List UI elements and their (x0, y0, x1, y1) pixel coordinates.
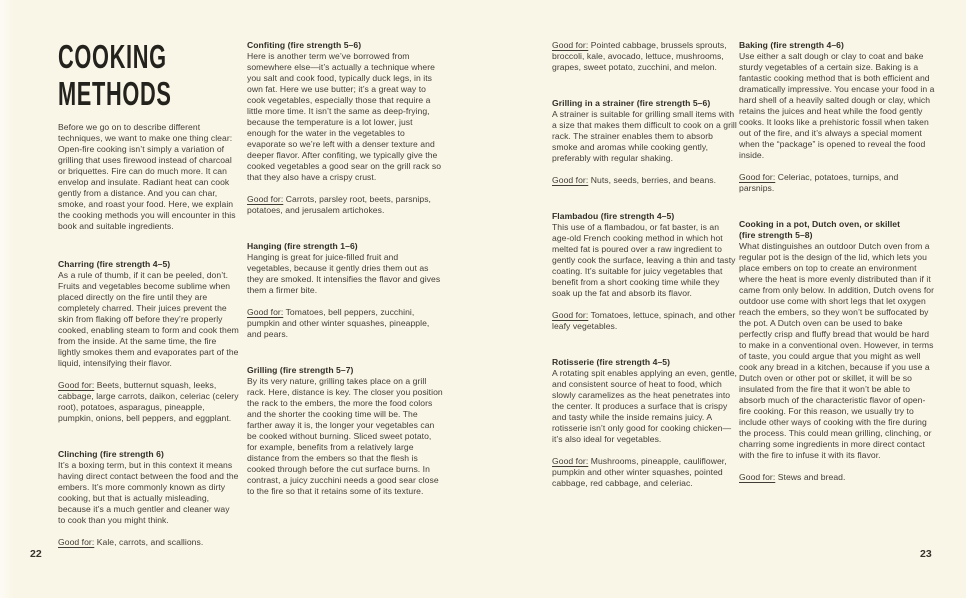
good-for-line (739, 472, 935, 483)
section-heading: Grilling (fire strength 5–7) (247, 365, 354, 375)
section-heading: Grilling in a strainer (fire strength 5–6) (552, 98, 711, 108)
section-heading: Clinching (fire strength 6) (58, 449, 164, 459)
good-for-label: Good for: (552, 456, 589, 466)
good-for-text: Celeriac, potatoes, turnips, and parsnips. (739, 172, 899, 193)
good-for-label: Good for: (739, 172, 776, 182)
good-for-label: Good for: (247, 194, 284, 204)
chapter-title (58, 38, 177, 112)
section-heading: Hanging (fire strength 1–6) (247, 241, 358, 251)
good-for-label: Good for: (552, 40, 589, 50)
section-grilling-in-strainer (552, 98, 738, 186)
good-for-text: Kale, carrots, and scallions. (96, 537, 204, 547)
section-body: This use of a flambadou, or fat baster, is an age-old French cooking method in which hot melted fat is poured over a raw ingredient to gently cook the surface, leaving a thin and tasty coating. It’s suitable for juicy vegetables that benefit from a short cooking time while they soak up the fat and absorb its flavor. (552, 222, 736, 298)
section-body: Use either a salt dough or clay to coat and bake sturdy vegetables of a certain size. Baking is a fantastic cooking method that is both efficient and dramatically impressive. You encase your food in a hard shell of a heavily salted dough or clay, which retains the juices and heat while the food gently cooks. It looks like a prehistoric fossil when taken out of the fire, and it’s always a special moment when the “package” is opened to reveal the food inside. (739, 51, 935, 160)
chapter-title-line-1: COOKING (58, 38, 167, 75)
left-page-column-1 (58, 38, 239, 548)
good-for-label: Good for: (552, 310, 589, 320)
good-for-label: Good for: (739, 472, 776, 482)
section-body: It’s a boxing term, but in this context it means having direct contact between the food and the embers. It’s more commonly known as dirty cooking, but that is actually misleading, because it’s a much gentler and cleaner way to cook than you might think. (58, 460, 239, 525)
good-for-text: Carrots, parsley root, beets, parsnips, potatoes, and jerusalem artichokes. (247, 194, 431, 215)
section-rotisserie (552, 357, 738, 489)
good-for-text: Beets, butternut squash, leeks, cabbage, large carrots, daikon, celeriac (celery root), potatoes, asparagus, pineapple, pumpkin, onions, bell peppers, and eggplant. (58, 380, 239, 423)
section-body: By its very nature, grilling takes place on a grill rack. Here, distance is key. The closer you position the rack to the embers, the more the food colors and the shorter the cooking time will be. The farther away it is, the longer your vegetables can be cooked without burning. Sliced sweet potato, for example, benefits from a relatively large distance from the embers so that the flesh is cooked through before the cut surface burns. In contrast, a juicy zucchini needs a good sear close to the fire so that it retains some of its texture. (247, 376, 443, 496)
section-heading: Baking (fire strength 4–6) (739, 40, 844, 50)
good-for-label: Good for: (552, 175, 589, 185)
section-heading: Flambadou (fire strength 4–5) (552, 211, 675, 221)
section-hanging (247, 241, 443, 340)
section-flambadou (552, 211, 738, 332)
section-grilling (247, 365, 443, 497)
good-for-line-grilling-continued (552, 40, 738, 73)
section-heading-line-2: (fire strength 5–8) (739, 230, 813, 240)
good-for-text: Tomatoes, bell peppers, zucchini, pumpkin and other winter squashes, pineapple, and pears. (247, 307, 430, 339)
section-charring (58, 259, 239, 424)
intro-paragraph: Before we go on to describe different techniques, we want to make one thing clear: Open-fire cooking isn’t simply a variation of grilling that uses firewood instead of charcoal or briquettes. Fire can do much more. It can envelop and insulate. Radiant heat can cook gently from a distance. And you can char, smoke, and roast your food. Here, we explain the cooking methods you will encounter in this book and suitable ingredients. (58, 122, 236, 231)
good-for-line (552, 175, 738, 186)
section-heading: Cooking in a pot, Dutch oven, or skillet (739, 219, 900, 229)
good-for-text: Mushrooms, pineapple, cauliflower, pumpkin and other winter squashes, pointed cabbage, red cabbage, and celeriac. (552, 456, 727, 488)
page-edge-highlight (0, 0, 14, 598)
good-for-text: Pointed cabbage, brussels sprouts, broccoli, kale, avocado, lettuce, mushrooms, grapes, sweet potato, zucchini, and melon. (552, 40, 727, 72)
section-body: As a rule of thumb, if it can be peeled, don’t. Fruits and vegetables become sublime when placed directly on the fire until they are completely charred. Their juices prevent the skin from flaking off before they’re properly cooked, enabling steam to form and cook them from the inside. At the same time, the fire lightly smokes them and evaporates part of the liquid, intensifying their flavor. (58, 270, 239, 368)
good-for-text: Nuts, seeds, berries, and beans. (590, 175, 717, 185)
section-body: A rotating spit enables applying an even, gentle, and consistent source of heat to food, which slowly caramelizes as the heat penetrates into the center. It produces a surface that is crispy and tasty while the inside remains juicy. A rotisserie isn’t only good for cooking chicken—it’s also ideal for vegetables. (552, 368, 737, 444)
section-baking (739, 40, 935, 194)
good-for-label: Good for: (58, 537, 95, 547)
section-body: Here is another term we’ve borrowed from somewhere else—it’s actually a technique where you salt and cook food, typically duck legs, in its own fat. Here we use butter; it’s a great way to cook vegetables, especially those that require a little more time. It isn’t the same as deep-frying, because the temperature is a lot lower, just enough for the water in the vegetables to evaporate so we’re left with a denser texture and deeper flavor. After confiting, we typically give the cooked vegetables a good sear on the grill rack so that they also have a crispy crust. (247, 51, 442, 182)
section-heading: Charring (fire strength 4–5) (58, 259, 171, 269)
right-page-column-1 (552, 40, 738, 489)
section-heading: Rotisserie (fire strength 4–5) (552, 357, 671, 367)
good-for-line (739, 172, 935, 194)
good-for-line (247, 194, 443, 216)
good-for-line (58, 380, 239, 424)
section-confiting (247, 40, 443, 216)
section-pot-dutch-oven-skillet (739, 219, 935, 483)
chapter-title-line-2: METHODS (58, 75, 172, 112)
good-for-text: Stews and bread. (777, 472, 846, 482)
page-number-left: 22 (30, 548, 42, 560)
section-body: A strainer is suitable for grilling small items with a size that makes them difficult to cook on a grill rack. The strainer enables them to absorb smoke and aromas while cooking gently, preferably with regular shaking. (552, 109, 737, 163)
good-for-line (552, 456, 738, 489)
good-for-line (247, 307, 443, 340)
good-for-label: Good for: (247, 307, 284, 317)
left-page-column-2 (247, 40, 443, 497)
right-page-column-2 (739, 40, 935, 483)
section-clinching (58, 449, 239, 548)
good-for-line (58, 537, 239, 548)
good-for-text: Tomatoes, lettuce, spinach, and other leafy vegetables. (552, 310, 736, 331)
good-for-line (552, 310, 738, 332)
section-body: What distinguishes an outdoor Dutch oven from a regular pot is the design of the lid, which lets you place embers on top to create an environment where the heat is more evenly distributed than if it came from only below. In addition, Dutch ovens for outdoor use come with short legs that let oxygen reach the embers, so they won’t be suffocated by the pot. A Dutch oven can be used to bake perfectly crisp and fluffy bread that would be hard to make in a conventional oven. However, in terms of taste, you could argue that you might as well cook any bread in a kitchen, because if you use a Dutch oven or other pot or skillet, it will be so insulated from the fire that it won’t be able to absorb much of the characteristic flavor of open-fire cooking. For this reason, we usually try to include other ways of cooking with the fire during the process. This could mean grilling, clinching, or charring some ingredients in more direct contact with the fire to infuse it with its flavor. (739, 241, 935, 460)
good-for-label: Good for: (58, 380, 95, 390)
page-number-right: 23 (920, 548, 932, 560)
section-body: Hanging is great for juice-filled fruit and vegetables, because it gently dries them out as they are smoked. It intensifies the flavor and gives them a firmer bite. (247, 252, 441, 295)
section-heading: Confiting (fire strength 5–6) (247, 40, 362, 50)
